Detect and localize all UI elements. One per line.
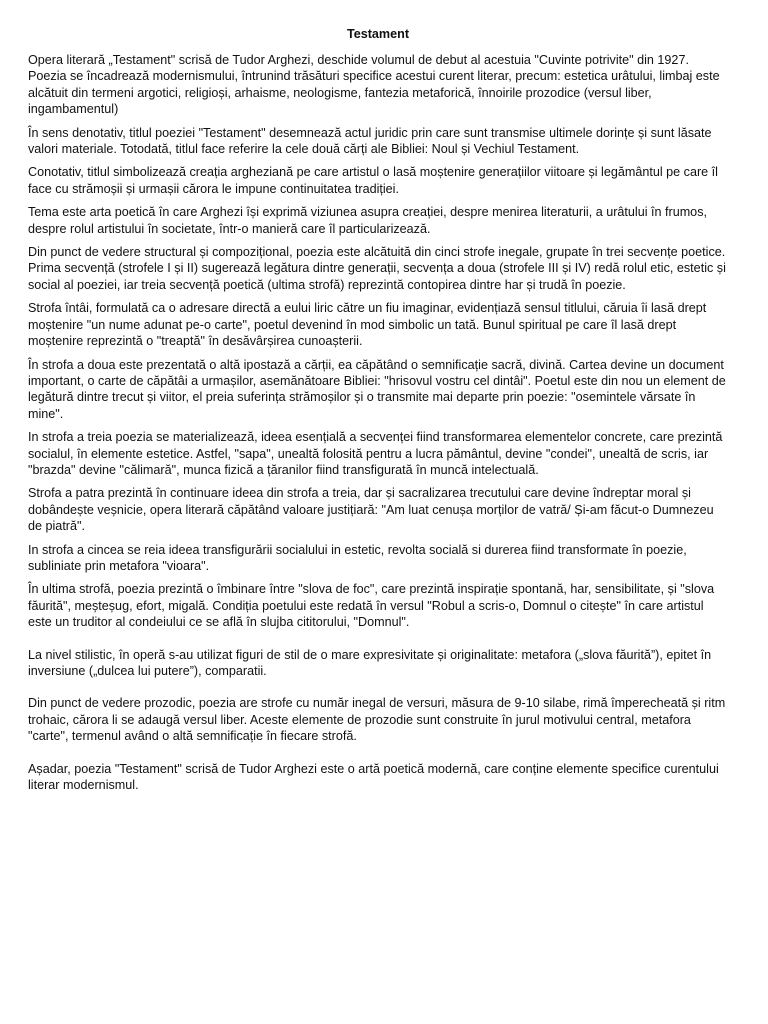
paragraph-denotative: În sens denotativ, titlul poeziei "Testament" desemnează actul juridic prin care sunt transmise ultimele dorințe și sunt lăsate valori materiale. Totodată, titlul face referire la cele două cărți ale Bibliei: Noul și Vechiul Testament. [28,125,712,157]
paragraph-stanza-2: În strofa a doua este prezentată o altă ipostază a cărții, ea căpătând o semnificație sacră, divină. Cartea devine un document important, o carte de căpătâi a urmașilor, asemănătoare Bibliei: "hrisovul vostru cel dintâi". Poetul este din nou un element de legătură dintre trecut și viitor, el preia suferința strămoșilor și o transmite mai departe prin poezie: "osemintele vărsate în mine". [28,357,726,421]
paragraph-stanza-5: In strofa a cincea se reia ideea transfigurării socialului in estetic, revolta socială si durerea fiind transformate în poezie, subliniate prin metafora "vioara". [28,542,687,573]
paragraph-stanza-4: Strofa a patra prezintă în continuare ideea din strofa a treia, dar și sacralizarea trecutului care devine îndreptar moral și dobândește veșnicie, opera literară căpătând valoare justițiară: "Am luat cenușa morților de vatră/ Și-am făcut-o Dumnezeu de piatră". [28,486,714,534]
paragraph-connotative: Conotativ, titlul simbolizează creația argheziană pe care artistul o lasă moștenire generațiilor viitoare și legământul pe care îl face cu strămoșii și urmașii cărora le impune continuitatea tradiției. [28,165,718,196]
paragraph-conclusion: Așadar, poezia "Testament" scrisă de Tudor Arghezi este o artă poetică modernă, care conține elemente specifice curentului literar modernismul. [28,761,719,793]
paragraph-intro: Opera literară „Testament" scrisă de Tudor Arghezi, deschide volumul de debut al acestuia "Cuvinte potrivite" din 1927. Poezia se încadrează modernismului, întrunind trăsături specifice acestui curent literar, precum: estetica urâtului, limbaj este alcătuit din termeni argotici, religioși, arhaisme, neologisme, fantezia metaforică, înnoirile prozodice (versul liber, ingambamentul) [28,53,720,117]
paragraph-last-stanza: În ultima strofă, poezia prezintă o îmbinare între "slova de foc", care prezintă inspirație spontană, har, sensibilitate, și "slova făurită", meșteșug, efort, migală. Condiția poetului este redată în versul "Robul a scris-o, Domnul o citește" în care artistul este un truditor al condeiului ce se află în slujba cititorului, "Domnul". [28,582,715,630]
paragraph-theme: Tema este arta poetică în care Arghezi își exprimă viziunea asupra creației, despre menirea literaturii, a urâtului în frumos, despre rolul artistului în societate, într-o manieră care îl particularizează. [28,205,707,236]
paragraph-stylistic: La nivel stilistic, în operă s-au utilizat figuri de stil de o mare expresivitate și originalitate: metafora („slova făurită”), epitet în inversiune („dulcea lui putere”), comparatii. [28,647,712,678]
paragraph-structure: Din punct de vedere structural și compozițional, poezia este alcătuită din cinci strofe inegale, grupate în trei secvențe poetice. Prima secvență (strofele I și II) sugerează legătura dintre generații, secvența a doua (strofele III și IV) redă rolul etic, estetic și social al poeziei, iar treia secvență poetică (ultima strofă) reprezintă contopirea dintre har și trudă în poezie. [28,245,726,292]
paragraph-stanza-3: In strofa a treia poezia se materializează, ideea esențială a secvenței fiind transformarea elementelor concrete, care prezintă socialul, în elemente estetice. Astfel, "sapa", unealtă folosită pentru a lucra pământul, devine "condei", unealtă de scris, iar "brazda" devine "călimară", munca fizică a țăranilor fiind transfigurată în muncă intelectuală. [28,430,723,477]
document-page [28,26,728,800]
paragraph-prosody: Din punct de vedere prozodic, poezia are strofe cu număr inegal de versuri, măsura de 9-10 silabe, rimă împerecheată și ritm trohaic, cărora li se adaugă versul liber. Aceste elemente de prozodie sunt construite în jurul motivului central, metafora "carte", termenul având o altă semnificație în fiecare strofă. [28,696,726,744]
document-title: Testament [346,27,410,41]
paragraph-stanza-1: Strofa întâi, formulată ca o adresare directă a eului liric către un fiu imaginar, evidențiază sensul titlului, căruia îi lasă drept moștenire "un nume adunat pe-o carte", poetul devenind în mod simbolic un tată. Bunul spiritual pe care îl lasă drept moștenire reprezintă o "treaptă" în desăvârșirea cunoașterii. [28,301,707,349]
